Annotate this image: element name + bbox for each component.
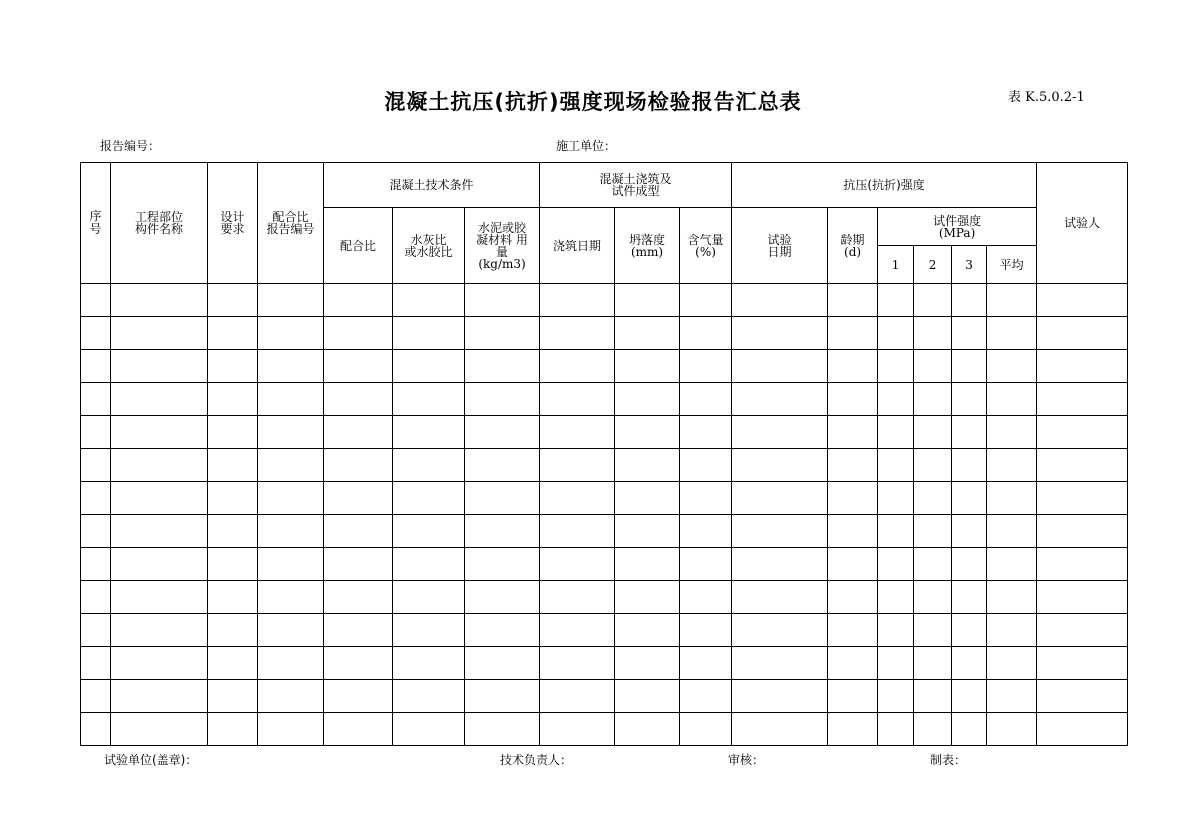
table-cell[interactable] xyxy=(878,482,914,515)
table-cell[interactable] xyxy=(324,350,393,383)
table-cell[interactable] xyxy=(987,317,1037,350)
table-cell[interactable] xyxy=(393,449,465,482)
table-cell[interactable] xyxy=(81,713,111,746)
table-cell[interactable] xyxy=(732,416,828,449)
table-cell[interactable] xyxy=(1037,482,1128,515)
header-project-part: 工程部位 构件名称 xyxy=(111,163,208,284)
table-row xyxy=(81,284,1128,317)
table-cell[interactable] xyxy=(540,614,615,647)
table-row xyxy=(81,647,1128,680)
table-cell[interactable] xyxy=(615,515,680,548)
header-serial: 序号 xyxy=(81,163,111,284)
table-cell[interactable] xyxy=(1037,416,1128,449)
slump-label: 坍落度 xyxy=(629,232,666,247)
table-cell[interactable] xyxy=(81,647,111,680)
table-row xyxy=(81,548,1128,581)
table-cell[interactable] xyxy=(680,482,732,515)
table-cell[interactable] xyxy=(208,680,258,713)
table-cell[interactable] xyxy=(914,647,952,680)
table-cell[interactable] xyxy=(258,416,324,449)
table-cell[interactable] xyxy=(732,449,828,482)
table-cell[interactable] xyxy=(81,350,111,383)
table-cell[interactable] xyxy=(878,515,914,548)
table-cell[interactable] xyxy=(828,647,878,680)
table-cell[interactable] xyxy=(732,383,828,416)
table-cell[interactable] xyxy=(81,614,111,647)
header-mix-report-no: 配合比 报告编号 xyxy=(258,163,324,284)
table-cell[interactable] xyxy=(680,581,732,614)
table-cell[interactable] xyxy=(680,515,732,548)
table-row xyxy=(81,680,1128,713)
table-cell[interactable] xyxy=(111,350,208,383)
header-design-requirement: 设计 要求 xyxy=(208,163,258,284)
table-cell[interactable] xyxy=(393,647,465,680)
table-cell[interactable] xyxy=(987,284,1037,317)
table-cell[interactable] xyxy=(465,482,540,515)
table-cell[interactable] xyxy=(465,647,540,680)
table-cell[interactable] xyxy=(615,614,680,647)
table-cell[interactable] xyxy=(952,647,987,680)
table-cell[interactable] xyxy=(324,284,393,317)
table-cell[interactable] xyxy=(208,416,258,449)
table-cell[interactable] xyxy=(465,515,540,548)
table-cell[interactable] xyxy=(732,482,828,515)
header-average: 平均 xyxy=(987,246,1037,284)
table-cell[interactable] xyxy=(540,647,615,680)
table-cell[interactable] xyxy=(324,647,393,680)
table-cell[interactable] xyxy=(111,416,208,449)
table-cell[interactable] xyxy=(393,482,465,515)
table-cell[interactable] xyxy=(111,383,208,416)
table-cell[interactable] xyxy=(878,647,914,680)
table-cell[interactable] xyxy=(615,383,680,416)
table-cell[interactable] xyxy=(914,317,952,350)
table-cell[interactable] xyxy=(987,614,1037,647)
header-casting-date: 浇筑日期 xyxy=(540,208,615,284)
table-cell[interactable] xyxy=(111,284,208,317)
table-cell[interactable] xyxy=(208,482,258,515)
table-row xyxy=(81,317,1128,350)
table-cell[interactable] xyxy=(914,581,952,614)
table-cell[interactable] xyxy=(1037,647,1128,680)
header-tester: 试验人 xyxy=(1037,163,1128,284)
header-specimen-strength xyxy=(878,208,1037,246)
age-label: 龄期 xyxy=(840,232,865,247)
table-cell[interactable] xyxy=(81,383,111,416)
table-cell[interactable] xyxy=(680,317,732,350)
table-cell[interactable] xyxy=(258,482,324,515)
table-cell[interactable] xyxy=(828,482,878,515)
table-cell[interactable] xyxy=(828,383,878,416)
table-cell[interactable] xyxy=(540,383,615,416)
table-cell[interactable] xyxy=(208,548,258,581)
table-cell[interactable] xyxy=(828,515,878,548)
table-cell[interactable] xyxy=(208,350,258,383)
table-cell[interactable] xyxy=(465,350,540,383)
air-content-unit: (%) xyxy=(695,244,716,259)
table-cell[interactable] xyxy=(81,680,111,713)
summary-table xyxy=(80,162,1128,746)
table-cell[interactable] xyxy=(878,383,914,416)
table-cell[interactable] xyxy=(208,449,258,482)
table-cell[interactable] xyxy=(952,713,987,746)
table-cell[interactable] xyxy=(393,680,465,713)
footer-prepared-by: 制表： xyxy=(930,753,967,767)
table-cell[interactable] xyxy=(828,449,878,482)
header-casting-group: 混凝土浇筑及 试件成型 xyxy=(540,163,732,208)
table-cell[interactable] xyxy=(680,350,732,383)
header-age xyxy=(828,208,878,284)
table-cell[interactable] xyxy=(878,713,914,746)
table-cell[interactable] xyxy=(111,614,208,647)
table-cell[interactable] xyxy=(615,713,680,746)
table-cell[interactable] xyxy=(828,581,878,614)
table-cell[interactable] xyxy=(258,548,324,581)
header-specimen-1: 1 xyxy=(878,246,914,284)
header-strength-group: 抗压(抗折)强度 xyxy=(732,163,1037,208)
table-cell[interactable] xyxy=(828,350,878,383)
table-cell[interactable] xyxy=(393,284,465,317)
header-specimen-3: 3 xyxy=(952,246,987,284)
table-cell[interactable] xyxy=(615,284,680,317)
table-cell[interactable] xyxy=(615,416,680,449)
table-cell[interactable] xyxy=(1037,350,1128,383)
age-unit: (d) xyxy=(844,244,862,259)
table-cell[interactable] xyxy=(111,548,208,581)
header-air-content xyxy=(680,208,732,284)
air-content-label: 含气量 xyxy=(687,232,724,247)
specimen-strength-unit: (MPa) xyxy=(938,225,976,240)
table-cell[interactable] xyxy=(732,350,828,383)
table-cell[interactable] xyxy=(828,713,878,746)
table-cell[interactable] xyxy=(615,449,680,482)
table-cell[interactable] xyxy=(828,614,878,647)
table-cell[interactable] xyxy=(465,416,540,449)
table-cell[interactable] xyxy=(208,647,258,680)
table-cell[interactable] xyxy=(952,416,987,449)
table-cell[interactable] xyxy=(1037,581,1128,614)
table-cell[interactable] xyxy=(828,284,878,317)
table-cell[interactable] xyxy=(208,383,258,416)
table-cell[interactable] xyxy=(81,317,111,350)
table-cell[interactable] xyxy=(465,614,540,647)
header-cement-amount xyxy=(465,208,540,284)
table-cell[interactable] xyxy=(987,416,1037,449)
table-cell[interactable] xyxy=(828,680,878,713)
table-cell[interactable] xyxy=(914,449,952,482)
table-cell[interactable] xyxy=(878,614,914,647)
table-cell[interactable] xyxy=(914,383,952,416)
table-cell[interactable] xyxy=(208,713,258,746)
table-row xyxy=(81,515,1128,548)
table-cell[interactable] xyxy=(258,647,324,680)
table-cell[interactable] xyxy=(1037,614,1128,647)
table-cell[interactable] xyxy=(81,284,111,317)
table-cell[interactable] xyxy=(111,449,208,482)
table-cell[interactable] xyxy=(540,581,615,614)
table-cell[interactable] xyxy=(914,350,952,383)
table-cell[interactable] xyxy=(258,614,324,647)
table-cell[interactable] xyxy=(393,317,465,350)
table-cell[interactable] xyxy=(393,515,465,548)
table-cell[interactable] xyxy=(878,548,914,581)
table-cell[interactable] xyxy=(952,449,987,482)
table-cell[interactable] xyxy=(828,317,878,350)
table-cell[interactable] xyxy=(324,416,393,449)
table-cell[interactable] xyxy=(732,581,828,614)
table-cell[interactable] xyxy=(540,482,615,515)
table-cell[interactable] xyxy=(540,449,615,482)
table-cell[interactable] xyxy=(878,581,914,614)
header-slump xyxy=(615,208,680,284)
table-cell[interactable] xyxy=(914,515,952,548)
table-cell[interactable] xyxy=(324,383,393,416)
table-cell[interactable] xyxy=(465,284,540,317)
table-cell[interactable] xyxy=(987,449,1037,482)
table-cell[interactable] xyxy=(732,284,828,317)
table-cell[interactable] xyxy=(952,350,987,383)
table-cell[interactable] xyxy=(324,482,393,515)
cement-amount-line1: 水泥或胶 xyxy=(478,220,527,235)
table-cell[interactable] xyxy=(732,713,828,746)
table-cell[interactable] xyxy=(732,317,828,350)
table-cell[interactable] xyxy=(914,548,952,581)
table-cell[interactable] xyxy=(987,581,1037,614)
table-cell[interactable] xyxy=(732,647,828,680)
table-cell[interactable] xyxy=(1037,284,1128,317)
table-cell[interactable] xyxy=(540,515,615,548)
table-cell[interactable] xyxy=(828,548,878,581)
cement-amount-line2: 凝材料 用 xyxy=(476,232,528,247)
table-cell[interactable] xyxy=(680,680,732,713)
table-cell[interactable] xyxy=(680,647,732,680)
table-cell[interactable] xyxy=(987,647,1037,680)
table-cell[interactable] xyxy=(324,680,393,713)
table-cell[interactable] xyxy=(208,317,258,350)
report-no-label: 报告编号： xyxy=(100,139,161,153)
table-cell[interactable] xyxy=(680,284,732,317)
table-cell[interactable] xyxy=(258,350,324,383)
table-cell[interactable] xyxy=(914,680,952,713)
table-cell[interactable] xyxy=(914,284,952,317)
footer-test-unit: 试验单位(盖章)： xyxy=(104,753,198,767)
page-title: 混凝土抗压(抗折)强度现场检验报告汇总表 xyxy=(384,90,802,114)
table-cell[interactable] xyxy=(540,548,615,581)
table-cell[interactable] xyxy=(324,317,393,350)
table-row xyxy=(81,614,1128,647)
table-cell[interactable] xyxy=(952,548,987,581)
table-cell[interactable] xyxy=(208,614,258,647)
table-cell[interactable] xyxy=(732,515,828,548)
table-cell[interactable] xyxy=(393,548,465,581)
table-cell[interactable] xyxy=(393,614,465,647)
table-cell[interactable] xyxy=(732,680,828,713)
table-cell[interactable] xyxy=(732,548,828,581)
header-specimen-2: 2 xyxy=(914,246,952,284)
table-cell[interactable] xyxy=(258,449,324,482)
table-cell[interactable] xyxy=(465,317,540,350)
table-cell[interactable] xyxy=(878,317,914,350)
table-cell[interactable] xyxy=(324,449,393,482)
table-cell[interactable] xyxy=(878,284,914,317)
table-cell[interactable] xyxy=(987,713,1037,746)
table-cell[interactable] xyxy=(1037,317,1128,350)
table-cell[interactable] xyxy=(81,515,111,548)
specimen-strength-label: 试件强度 xyxy=(933,213,982,228)
header-tech-conditions: 混凝土技术条件 xyxy=(324,163,540,208)
table-cell[interactable] xyxy=(81,581,111,614)
table-cell[interactable] xyxy=(952,614,987,647)
table-cell[interactable] xyxy=(111,317,208,350)
table-cell[interactable] xyxy=(465,680,540,713)
table-cell[interactable] xyxy=(540,284,615,317)
table-cell[interactable] xyxy=(680,383,732,416)
table-cell[interactable] xyxy=(540,713,615,746)
table-cell[interactable] xyxy=(987,548,1037,581)
header-mix-ratio: 配合比 xyxy=(324,208,393,284)
table-row xyxy=(81,449,1128,482)
table-cell[interactable] xyxy=(615,317,680,350)
table-cell[interactable] xyxy=(81,548,111,581)
footer-review: 审核： xyxy=(728,753,765,767)
table-row xyxy=(81,713,1128,746)
table-cell[interactable] xyxy=(914,482,952,515)
table-cell[interactable] xyxy=(540,680,615,713)
table-cell[interactable] xyxy=(952,383,987,416)
table-cell[interactable] xyxy=(680,449,732,482)
table-cell[interactable] xyxy=(987,350,1037,383)
table-cell[interactable] xyxy=(1037,680,1128,713)
table-cell[interactable] xyxy=(878,449,914,482)
table-cell[interactable] xyxy=(111,581,208,614)
table-cell[interactable] xyxy=(680,614,732,647)
table-cell[interactable] xyxy=(540,317,615,350)
table-cell[interactable] xyxy=(258,713,324,746)
table-cell[interactable] xyxy=(324,713,393,746)
table-cell[interactable] xyxy=(208,515,258,548)
table-row xyxy=(81,416,1128,449)
table-cell[interactable] xyxy=(1037,449,1128,482)
table-cell[interactable] xyxy=(393,416,465,449)
table-cell[interactable] xyxy=(111,713,208,746)
table-cell[interactable] xyxy=(465,383,540,416)
table-cell[interactable] xyxy=(324,548,393,581)
table-cell[interactable] xyxy=(732,614,828,647)
table-cell[interactable] xyxy=(1037,548,1128,581)
table-code: 表 K.5.0.2-1 xyxy=(1008,90,1085,105)
table-cell[interactable] xyxy=(987,482,1037,515)
table-cell[interactable] xyxy=(952,581,987,614)
table-cell[interactable] xyxy=(680,548,732,581)
table-cell[interactable] xyxy=(615,482,680,515)
table-cell[interactable] xyxy=(615,680,680,713)
table-cell[interactable] xyxy=(258,284,324,317)
table-cell[interactable] xyxy=(111,482,208,515)
table-cell[interactable] xyxy=(81,482,111,515)
table-cell[interactable] xyxy=(952,515,987,548)
table-cell[interactable] xyxy=(828,416,878,449)
table-cell[interactable] xyxy=(878,680,914,713)
table-cell[interactable] xyxy=(393,383,465,416)
table-cell[interactable] xyxy=(111,647,208,680)
table-cell[interactable] xyxy=(1037,515,1128,548)
header-test-date: 试验 日期 xyxy=(732,208,828,284)
table-row xyxy=(81,482,1128,515)
table-cell[interactable] xyxy=(987,515,1037,548)
table-cell[interactable] xyxy=(324,515,393,548)
table-cell[interactable] xyxy=(111,680,208,713)
table-cell[interactable] xyxy=(393,713,465,746)
table-row xyxy=(81,383,1128,416)
table-cell[interactable] xyxy=(987,680,1037,713)
table-row xyxy=(81,581,1128,614)
construction-unit-label: 施工单位： xyxy=(556,139,617,153)
header-wc-ratio: 水灰比 或水胶比 xyxy=(393,208,465,284)
table-cell[interactable] xyxy=(465,548,540,581)
table-cell[interactable] xyxy=(952,680,987,713)
table-cell[interactable] xyxy=(680,416,732,449)
table-cell[interactable] xyxy=(465,449,540,482)
table-cell[interactable] xyxy=(208,581,258,614)
table-cell[interactable] xyxy=(615,581,680,614)
table-cell[interactable] xyxy=(952,482,987,515)
table-row xyxy=(81,350,1128,383)
table-cell[interactable] xyxy=(878,416,914,449)
cement-amount-line3: 量 xyxy=(496,244,509,259)
table-cell[interactable] xyxy=(878,350,914,383)
table-cell[interactable] xyxy=(393,350,465,383)
cement-amount-unit: (kg/m3) xyxy=(478,256,526,271)
table-cell[interactable] xyxy=(680,713,732,746)
table-cell[interactable] xyxy=(324,614,393,647)
table-cell[interactable] xyxy=(258,680,324,713)
slump-unit: (mm) xyxy=(630,244,664,259)
table-cell[interactable] xyxy=(465,713,540,746)
table-cell[interactable] xyxy=(465,581,540,614)
table-cell[interactable] xyxy=(540,350,615,383)
table-cell[interactable] xyxy=(615,548,680,581)
table-cell[interactable] xyxy=(81,449,111,482)
table-cell[interactable] xyxy=(615,647,680,680)
table-cell[interactable] xyxy=(1037,383,1128,416)
table-cell[interactable] xyxy=(208,284,258,317)
table-cell[interactable] xyxy=(987,383,1037,416)
table-cell[interactable] xyxy=(914,614,952,647)
table-body xyxy=(81,284,1128,746)
table-cell[interactable] xyxy=(952,284,987,317)
table-cell[interactable] xyxy=(914,416,952,449)
table-cell[interactable] xyxy=(258,317,324,350)
table-cell[interactable] xyxy=(258,581,324,614)
table-cell[interactable] xyxy=(615,350,680,383)
table-cell[interactable] xyxy=(81,416,111,449)
table-cell[interactable] xyxy=(393,581,465,614)
table-cell[interactable] xyxy=(952,317,987,350)
footer-tech-lead: 技术负责人： xyxy=(500,753,573,767)
table-cell[interactable] xyxy=(540,416,615,449)
table-cell[interactable] xyxy=(1037,713,1128,746)
table-cell[interactable] xyxy=(324,581,393,614)
table-cell[interactable] xyxy=(258,515,324,548)
table-cell[interactable] xyxy=(914,713,952,746)
table-cell[interactable] xyxy=(111,515,208,548)
table-cell[interactable] xyxy=(258,383,324,416)
